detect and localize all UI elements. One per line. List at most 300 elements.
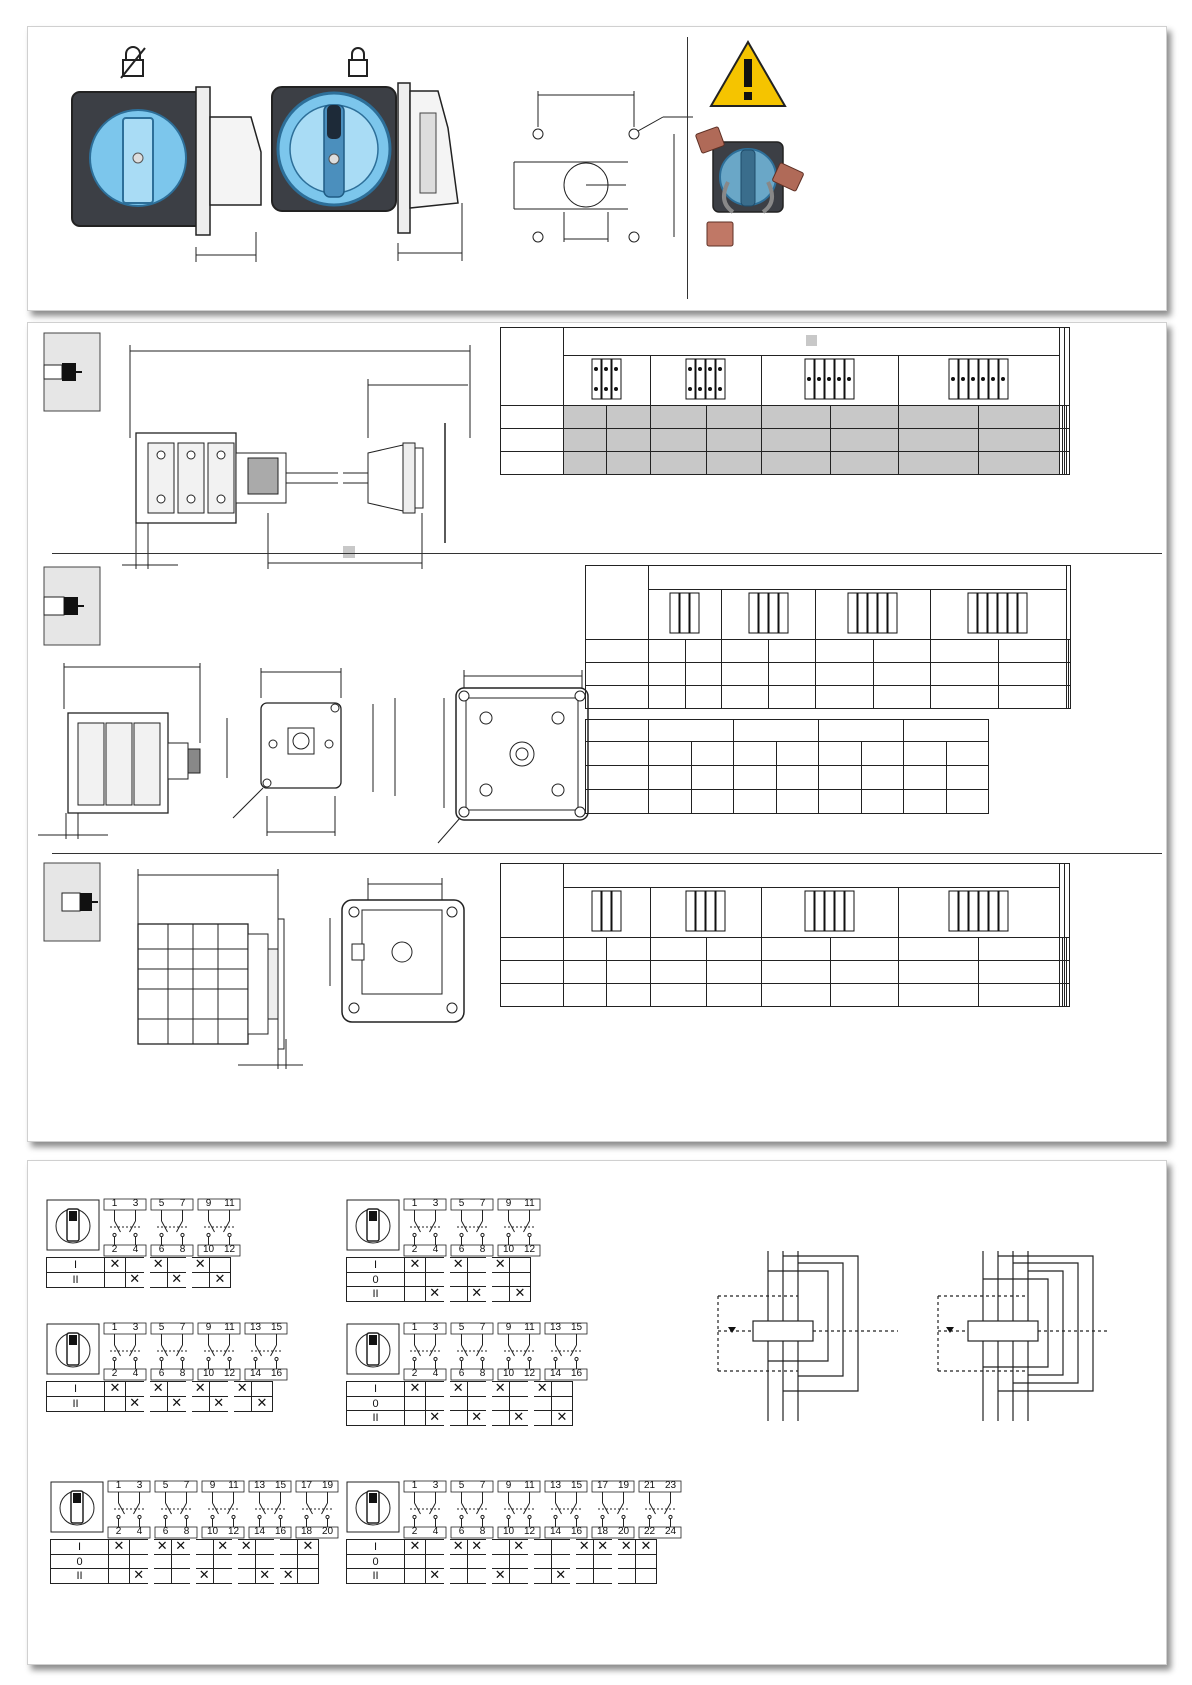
terminal-label-top: 7 (179, 1322, 186, 1333)
terminal-label-bottom: 14 (249, 1368, 262, 1379)
contact-closed-mark: ✕ (193, 1569, 214, 1584)
contact-closed-mark: ✕ (147, 1382, 168, 1397)
terminal-label-bottom: 22 (643, 1526, 656, 1537)
contact-closed-mark: ✕ (468, 1411, 489, 1426)
terminal-label-bottom: 8 (479, 1368, 486, 1379)
terminal-label-bottom: 6 (162, 1526, 169, 1537)
contact-open-cell (636, 1569, 657, 1584)
contact-closed-mark: ✕ (489, 1382, 510, 1397)
terminal-label-top: 1 (411, 1198, 418, 1209)
contact-block-icon (846, 591, 900, 635)
terminal-label-top: 9 (205, 1322, 212, 1333)
terminal-label-top: 7 (183, 1480, 190, 1491)
contact-block-icon (747, 591, 791, 635)
contact-closed-mark: ✕ (252, 1397, 273, 1412)
contact-closed-mark: ✕ (126, 1273, 147, 1288)
contact-closed-mark: ✕ (405, 1258, 426, 1273)
mounting-type-icon-extended-shaft (44, 333, 100, 411)
contact-open-cell (531, 1540, 552, 1555)
switching-row (51, 1555, 319, 1569)
handle-front-standard (70, 90, 210, 230)
contact-open-cell (636, 1555, 657, 1569)
contact-open-cell (298, 1569, 319, 1584)
contact-closed-mark: ✕ (189, 1382, 210, 1397)
contact-closed-mark: ✕ (231, 1382, 252, 1397)
terminal-label-bottom: 12 (223, 1244, 236, 1255)
contact-open-cell (426, 1555, 447, 1569)
contact-open-cell (210, 1258, 231, 1273)
terminal-label-bottom: 8 (179, 1368, 186, 1379)
terminal-label-bottom: 8 (183, 1526, 190, 1537)
terminal-label-bottom: 20 (617, 1526, 630, 1537)
contact-open-cell (552, 1555, 573, 1569)
contact-closed-mark: ✕ (277, 1569, 298, 1584)
panel-dimensions (27, 322, 1167, 1142)
position-label: 0 (347, 1397, 405, 1411)
contact-block-icon (590, 889, 624, 933)
switching-row (347, 1555, 657, 1569)
terminal-label-bottom: 18 (596, 1526, 609, 1537)
position-label: I (47, 1258, 105, 1273)
terminal-label-top: 3 (132, 1322, 139, 1333)
contact-block-icon (803, 357, 857, 401)
terminal-label-top: 7 (479, 1198, 486, 1209)
contact-open-cell (510, 1382, 531, 1397)
contact-closed-mark: ✕ (214, 1540, 235, 1555)
contact-open-cell (126, 1258, 147, 1273)
contact-block-icon (947, 889, 1011, 933)
switching-row (51, 1569, 319, 1584)
terminal-label-bottom: 12 (223, 1368, 236, 1379)
terminal-label-top: 13 (253, 1480, 266, 1491)
terminal-label-bottom: 14 (253, 1526, 266, 1537)
position-label: II (347, 1569, 405, 1584)
terminal-label-bottom: 20 (321, 1526, 334, 1537)
terminal-label-bottom: 24 (664, 1526, 677, 1537)
contact-closed-mark: ✕ (210, 1273, 231, 1288)
contact-closed-mark: ✕ (489, 1569, 510, 1584)
terminal-label-top: 3 (136, 1480, 143, 1491)
contact-open-cell (405, 1411, 426, 1426)
terminal-label-top: 9 (209, 1480, 216, 1491)
terminal-label-bottom: 2 (111, 1244, 118, 1255)
terminal-label-bottom: 6 (158, 1244, 165, 1255)
terminal-label-top: 9 (505, 1480, 512, 1491)
position-label: I (347, 1540, 405, 1555)
terminal-label-top: 11 (524, 1322, 535, 1333)
contact-icon-3 (564, 356, 651, 406)
position-label: 0 (347, 1555, 405, 1569)
terminal-label-bottom: 4 (132, 1244, 139, 1255)
terminal-label-top: 5 (458, 1480, 465, 1491)
contact-open-cell (489, 1540, 510, 1555)
terminal-label-bottom: 14 (549, 1526, 562, 1537)
contact-open-cell (214, 1569, 235, 1584)
warning-triangle-icon (708, 39, 788, 109)
terminal-label-top: 5 (158, 1198, 165, 1209)
contact-open-cell (235, 1555, 256, 1569)
terminal-label-top: 19 (321, 1480, 334, 1491)
contact-open-cell (426, 1540, 447, 1555)
terminal-label-top: 19 (617, 1480, 630, 1491)
selector-dial-icon (46, 1323, 100, 1375)
terminal-label-top: 15 (570, 1480, 583, 1491)
switching-table (50, 1539, 319, 1584)
terminal-label-top: 3 (132, 1198, 139, 1209)
contact-closed-mark: ✕ (105, 1382, 126, 1397)
contact-closed-mark: ✕ (510, 1287, 531, 1302)
terminal-label-top: 15 (570, 1322, 583, 1333)
contact-open-cell (426, 1273, 447, 1287)
position-label: I (51, 1540, 109, 1555)
contact-open-cell (193, 1540, 214, 1555)
terminal-label-top: 9 (205, 1198, 212, 1209)
contact-open-cell (510, 1258, 531, 1273)
contact-closed-mark: ✕ (573, 1540, 594, 1555)
selector-dial-icon (346, 1199, 400, 1251)
terminal-label-bottom: 4 (132, 1368, 139, 1379)
contact-open-cell (231, 1397, 252, 1412)
terminal-label-top: 21 (643, 1480, 656, 1491)
terminal-label-top: 11 (524, 1480, 535, 1491)
contact-open-cell (447, 1397, 468, 1411)
terminal-label-bottom: 8 (479, 1244, 486, 1255)
contact-closed-mark: ✕ (147, 1258, 168, 1273)
contact-open-cell (252, 1382, 273, 1397)
contact-closed-mark: ✕ (594, 1540, 615, 1555)
terminal-label-bottom: 14 (549, 1368, 562, 1379)
terminal-label-bottom: 16 (570, 1526, 583, 1537)
terminal-label-top: 3 (432, 1322, 439, 1333)
position-label: II (51, 1569, 109, 1584)
handle-side-padlockable (398, 83, 488, 283)
contact-closed-mark: ✕ (447, 1540, 468, 1555)
contact-closed-mark: ✕ (552, 1569, 573, 1584)
contact-block-icon (803, 889, 857, 933)
switching-row (47, 1273, 231, 1288)
contact-open-cell (147, 1397, 168, 1412)
contact-open-cell (489, 1273, 510, 1287)
selector-dial-icon (46, 1199, 100, 1251)
contact-open-cell (468, 1555, 489, 1569)
selector-dial-icon (346, 1323, 400, 1375)
panel-handle-variants (27, 26, 1167, 311)
terminal-label-top: 13 (549, 1322, 562, 1333)
contact-icon-5 (762, 356, 898, 406)
contact-open-cell (405, 1397, 426, 1411)
terminal-label-bottom: 6 (458, 1244, 465, 1255)
contact-open-cell (189, 1397, 210, 1412)
switching-row (347, 1287, 531, 1302)
terminal-label-bottom: 12 (523, 1368, 536, 1379)
dimension-drawing-extended-shaft (128, 343, 478, 623)
terminal-label-bottom: 10 (502, 1368, 515, 1379)
contact-open-cell (426, 1382, 447, 1397)
contact-open-cell (193, 1555, 214, 1569)
contact-closed-mark: ✕ (298, 1540, 319, 1555)
contact-open-cell (426, 1397, 447, 1411)
contact-closed-mark: ✕ (426, 1569, 447, 1584)
contact-open-cell (109, 1569, 130, 1584)
mounting-type-icon-door (44, 863, 100, 941)
contact-closed-mark: ✕ (615, 1540, 636, 1555)
table-c (585, 719, 989, 814)
terminal-label-top: 1 (111, 1198, 118, 1209)
position-label: II (347, 1411, 405, 1426)
contact-open-cell (277, 1555, 298, 1569)
dimension-drawing-door-front (338, 878, 468, 1028)
contact-open-cell (552, 1382, 573, 1397)
position-label: I (47, 1382, 105, 1397)
terminal-label-top: 17 (596, 1480, 609, 1491)
dimension-drawing-base-front (438, 668, 608, 848)
contact-open-cell (405, 1287, 426, 1302)
switching-table (346, 1539, 657, 1584)
terminal-label-top: 15 (274, 1480, 287, 1491)
terminal-label-bottom: 4 (136, 1526, 143, 1537)
terminal-label-bottom: 2 (111, 1368, 118, 1379)
terminal-label-top: 15 (270, 1322, 283, 1333)
contact-open-cell (447, 1569, 468, 1584)
contact-open-cell (510, 1555, 531, 1569)
contact-closed-mark: ✕ (468, 1540, 489, 1555)
terminal-label-bottom: 10 (202, 1244, 215, 1255)
terminal-label-bottom: 2 (115, 1526, 122, 1537)
terminal-label-bottom: 12 (227, 1526, 240, 1537)
contact-closed-mark: ✕ (636, 1540, 657, 1555)
table-a (500, 327, 1070, 475)
section-separator (52, 553, 1162, 554)
contact-closed-mark: ✕ (405, 1382, 426, 1397)
contact-open-cell (405, 1555, 426, 1569)
terminal-label-bottom: 6 (458, 1368, 465, 1379)
terminal-label-top: 11 (524, 1198, 535, 1209)
contact-open-cell (214, 1555, 235, 1569)
contact-open-cell (210, 1382, 231, 1397)
handle-front-padlockable (270, 85, 400, 215)
position-label: 0 (347, 1273, 405, 1287)
contact-open-cell (447, 1287, 468, 1302)
dimension-drawing-door-side (128, 869, 328, 1054)
contact-closed-mark: ✕ (531, 1382, 552, 1397)
contact-open-cell (468, 1569, 489, 1584)
contact-open-cell (151, 1555, 172, 1569)
contact-open-cell (468, 1397, 489, 1411)
contact-open-cell (168, 1382, 189, 1397)
contact-open-cell (594, 1569, 615, 1584)
padlock-crossed-icon (120, 45, 146, 79)
contact-closed-mark: ✕ (235, 1540, 256, 1555)
contact-open-cell (130, 1555, 151, 1569)
terminal-label-top: 13 (249, 1322, 262, 1333)
section-separator (52, 853, 1162, 854)
contact-open-cell (426, 1258, 447, 1273)
position-label: II (347, 1287, 405, 1302)
terminal-label-bottom: 18 (300, 1526, 313, 1537)
terminal-label-bottom: 6 (158, 1368, 165, 1379)
contact-closed-mark: ✕ (210, 1397, 231, 1412)
terminal-label-bottom: 10 (502, 1526, 515, 1537)
contact-open-cell (489, 1411, 510, 1426)
contact-closed-mark: ✕ (405, 1540, 426, 1555)
terminal-label-bottom: 12 (523, 1526, 536, 1537)
contact-open-cell (531, 1397, 552, 1411)
contact-open-cell (510, 1569, 531, 1584)
contact-open-cell (531, 1555, 552, 1569)
contact-open-cell (489, 1287, 510, 1302)
position-label: I (347, 1258, 405, 1273)
terminal-label-top: 3 (432, 1198, 439, 1209)
terminal-label-top: 11 (228, 1480, 239, 1491)
contact-block-icon (947, 357, 1011, 401)
contact-open-cell (277, 1540, 298, 1555)
terminal-label-top: 5 (162, 1480, 169, 1491)
table-d (500, 863, 1070, 1007)
contact-open-cell (468, 1258, 489, 1273)
contact-open-cell (531, 1569, 552, 1584)
contact-open-cell (151, 1569, 172, 1584)
contact-closed-mark: ✕ (510, 1540, 531, 1555)
panel-divider (687, 37, 688, 299)
contact-open-cell (573, 1569, 594, 1584)
wiring-schematic-1 (708, 1251, 908, 1421)
contact-open-cell (594, 1555, 615, 1569)
contact-closed-mark: ✕ (151, 1540, 172, 1555)
contact-open-cell (405, 1569, 426, 1584)
contact-closed-mark: ✕ (510, 1411, 531, 1426)
position-label: 0 (51, 1555, 109, 1569)
terminal-label-bottom: 8 (179, 1244, 186, 1255)
contact-open-cell (552, 1540, 573, 1555)
contact-block-icon (966, 591, 1030, 635)
contact-open-cell (130, 1540, 151, 1555)
terminal-label-bottom: 10 (202, 1368, 215, 1379)
contact-closed-mark: ✕ (126, 1397, 147, 1412)
terminal-label-top: 1 (411, 1322, 418, 1333)
terminal-label-top: 5 (458, 1198, 465, 1209)
contact-open-cell (489, 1397, 510, 1411)
contact-open-cell (510, 1397, 531, 1411)
terminal-label-top: 7 (179, 1198, 186, 1209)
contact-closed-mark: ✕ (130, 1569, 151, 1584)
terminal-label-bottom: 8 (479, 1526, 486, 1537)
contact-open-cell (468, 1273, 489, 1287)
contact-open-cell (447, 1411, 468, 1426)
position-label: I (347, 1382, 405, 1397)
contact-open-cell (109, 1555, 130, 1569)
contact-open-cell (172, 1569, 193, 1584)
terminal-label-bottom: 4 (432, 1244, 439, 1255)
contact-open-cell (405, 1273, 426, 1287)
contact-open-cell (447, 1555, 468, 1569)
terminal-label-top: 5 (458, 1322, 465, 1333)
switching-row (47, 1382, 273, 1397)
contact-open-cell (298, 1555, 319, 1569)
contact-open-cell (189, 1273, 210, 1288)
contact-open-cell (447, 1273, 468, 1287)
terminal-label-top: 9 (505, 1322, 512, 1333)
contact-closed-mark: ✕ (256, 1569, 277, 1584)
terminal-label-top: 1 (111, 1322, 118, 1333)
switching-row (347, 1258, 531, 1273)
panel-switching-diagrams (27, 1160, 1167, 1665)
switching-row (51, 1540, 319, 1555)
switching-row (347, 1540, 657, 1555)
terminal-label-bottom: 2 (411, 1368, 418, 1379)
contact-open-cell (256, 1555, 277, 1569)
contact-closed-mark: ✕ (489, 1258, 510, 1273)
terminal-label-top: 9 (505, 1198, 512, 1209)
terminal-label-top: 17 (300, 1480, 313, 1491)
contact-open-cell (126, 1382, 147, 1397)
terminal-label-bottom: 4 (432, 1526, 439, 1537)
terminal-label-bottom: 16 (570, 1368, 583, 1379)
contact-open-cell (105, 1397, 126, 1412)
switching-row (47, 1258, 231, 1273)
contact-block-icon (684, 889, 728, 933)
contact-open-cell (168, 1258, 189, 1273)
contact-icon-4 (650, 356, 762, 406)
terminal-label-top: 7 (479, 1322, 486, 1333)
contact-closed-mark: ✕ (552, 1411, 573, 1426)
selector-dial-icon (346, 1481, 400, 1533)
contact-open-cell (256, 1540, 277, 1555)
terminal-label-bottom: 2 (411, 1244, 418, 1255)
contact-open-cell (510, 1273, 531, 1287)
contact-closed-mark: ✕ (189, 1258, 210, 1273)
terminal-label-top: 7 (479, 1480, 486, 1491)
contact-open-cell (573, 1555, 594, 1569)
contact-open-cell (531, 1411, 552, 1426)
contact-open-cell (615, 1555, 636, 1569)
terminal-label-top: 3 (432, 1480, 439, 1491)
contact-open-cell (147, 1273, 168, 1288)
contact-closed-mark: ✕ (447, 1258, 468, 1273)
switching-row (347, 1273, 531, 1287)
contact-icon-6 (898, 356, 1059, 406)
contact-open-cell (235, 1569, 256, 1584)
switching-row (347, 1397, 573, 1411)
switching-row (347, 1411, 573, 1426)
terminal-label-bottom: 10 (502, 1244, 515, 1255)
contact-block-icon (590, 357, 624, 401)
selector-dial-icon (50, 1481, 104, 1533)
multi-padlock-illustration (693, 122, 808, 262)
wiring-schematic-2 (928, 1251, 1128, 1421)
terminal-label-bottom: 16 (274, 1526, 287, 1537)
terminal-label-top: 1 (411, 1480, 418, 1491)
table-a-header-shaded (564, 328, 1060, 356)
terminal-label-top: 5 (158, 1322, 165, 1333)
switching-table (346, 1257, 531, 1302)
terminal-label-top: 11 (224, 1322, 235, 1333)
position-label: II (47, 1273, 105, 1288)
terminal-label-top: 11 (224, 1198, 235, 1209)
contact-block-icon (684, 357, 728, 401)
switching-table (46, 1381, 273, 1412)
contact-closed-mark: ✕ (109, 1540, 130, 1555)
contact-open-cell (105, 1273, 126, 1288)
mounting-type-icon-base (44, 567, 100, 645)
terminal-label-top: 23 (664, 1480, 677, 1491)
dimension-drawing-base-side (38, 663, 213, 843)
contact-open-cell (552, 1397, 573, 1411)
switching-row (347, 1569, 657, 1584)
contact-closed-mark: ✕ (172, 1540, 193, 1555)
switching-row (347, 1382, 573, 1397)
drilling-template (478, 87, 678, 287)
position-label: II (47, 1397, 105, 1412)
